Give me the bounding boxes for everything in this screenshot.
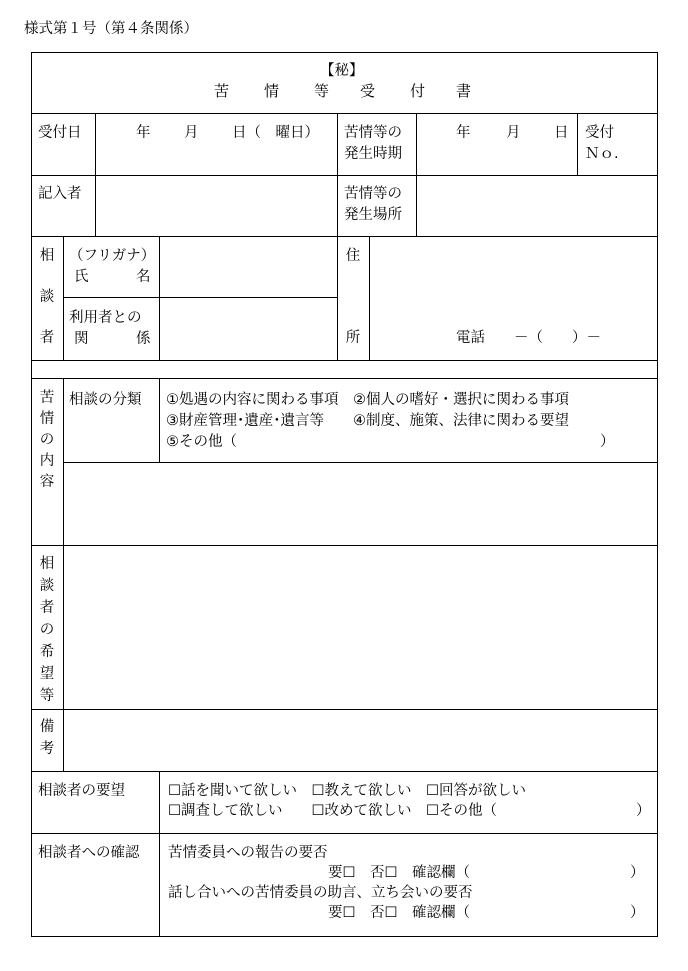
confirmation-item: 話し合いへの苦情委員の助言、立ち会いの要否	[168, 885, 473, 901]
col-line	[416, 113, 417, 237]
request-label: 相談者の要望	[38, 783, 125, 799]
confirmation-close-paren: ）	[630, 865, 645, 881]
occurrence-time-label: 発生時期	[344, 146, 402, 162]
title-char: 等	[314, 82, 330, 100]
confirmation-label: 相談者への確認	[38, 845, 140, 861]
category-option[interactable]: ⑤その他（	[166, 434, 237, 450]
complaint-vertical-char: 容	[39, 474, 55, 490]
complaint-vertical-char: 情	[39, 411, 55, 427]
col-line	[369, 236, 370, 361]
reception-year[interactable]: 年	[136, 125, 151, 141]
col-line	[95, 113, 96, 237]
remarks-vertical-char: 考	[39, 741, 55, 757]
relation-label: 関	[74, 331, 89, 347]
border-top	[31, 52, 658, 53]
relation-label: 係	[136, 331, 151, 347]
border-bottom	[31, 936, 658, 937]
confirmation-answer[interactable]: 要☐ 否☐ 確認欄（	[328, 905, 470, 921]
address-label: 所	[345, 330, 361, 346]
complaint-vertical-char: 苦	[39, 390, 55, 406]
title-char: 付	[410, 82, 426, 100]
occurrence-day[interactable]: 日	[554, 125, 569, 141]
col-line	[577, 113, 578, 176]
category-close-paren: ）	[600, 434, 615, 450]
category-option[interactable]: ①処遇の内容に関わる事項 ②個人の嗜好・選択に関わる事項	[166, 392, 569, 408]
remarks-vertical-char: 備	[39, 719, 55, 735]
row-line	[31, 709, 658, 710]
relation-label: 利用者との	[69, 310, 142, 326]
row-line	[31, 545, 658, 546]
title-char: 情	[264, 82, 280, 100]
row-line	[31, 833, 658, 834]
title-char: 書	[456, 82, 472, 100]
category-option[interactable]: ③財産管理･遺産･遺言等 ④制度、施策、法律に関わる要望	[166, 413, 569, 429]
col-line	[63, 378, 64, 546]
furigana-label: （フリガナ）	[69, 248, 156, 264]
phone-field[interactable]: 電話 －（ ）－	[456, 330, 601, 346]
border-left	[31, 52, 32, 937]
occurrence-place-label: 発生場所	[344, 207, 402, 223]
form-number: 様式第１号（第４条関係）	[24, 21, 198, 37]
name-label: 名	[136, 269, 151, 285]
row-line	[31, 360, 658, 361]
wishes-vertical-char: 等	[39, 688, 55, 704]
col-line	[159, 378, 160, 463]
occurrence-place-label: 苦情等の	[344, 186, 402, 202]
row-line	[31, 771, 658, 772]
reception-month[interactable]: 月	[184, 125, 199, 141]
request-options[interactable]: ☐調査して欲しい ☐改めて欲しい ☐その他（	[168, 803, 497, 819]
title-char: 苦	[214, 82, 230, 100]
name-label: 氏	[74, 269, 89, 285]
title-char: 受	[360, 82, 376, 100]
request-options[interactable]: ☐話を聞いて欲しい ☐教えて欲しい ☐回答が欲しい	[168, 783, 526, 799]
consultant-vertical-char: 相	[39, 248, 55, 264]
confirmation-close-paren: ）	[630, 905, 645, 921]
row-line	[31, 175, 658, 176]
consultant-vertical-char: 者	[39, 330, 55, 346]
row-line	[31, 236, 658, 237]
border-right	[657, 52, 658, 937]
complaint-vertical-char: 内	[39, 453, 55, 469]
col-line	[159, 771, 160, 937]
row-line	[31, 113, 658, 114]
wishes-vertical-char: 相	[39, 556, 55, 572]
reception-day[interactable]: 日（ 曜日）	[232, 125, 319, 141]
consultant-vertical-char: 談	[39, 289, 55, 305]
reception-number-label: 受付	[585, 125, 614, 141]
reception-date-label: 受付日	[38, 125, 82, 141]
complaint-vertical-char: の	[39, 432, 55, 448]
address-label: 住	[345, 248, 361, 264]
row-line	[31, 378, 658, 379]
wishes-vertical-char: の	[39, 622, 55, 638]
col-line	[337, 113, 338, 361]
row-line	[63, 462, 658, 463]
col-line	[63, 236, 64, 361]
reception-number-label: Ｎｏ.	[585, 146, 619, 162]
category-label: 相談の分類	[69, 392, 142, 408]
confirmation-answer[interactable]: 要☐ 否☐ 確認欄（	[328, 865, 470, 881]
secret-mark: 【秘】	[320, 63, 364, 79]
request-close-paren: ）	[636, 803, 651, 819]
occurrence-month[interactable]: 月	[506, 125, 521, 141]
occurrence-year[interactable]: 年	[456, 125, 471, 141]
wishes-vertical-char: 望	[39, 666, 55, 682]
col-line	[63, 545, 64, 772]
wishes-vertical-char: 者	[39, 600, 55, 616]
confirmation-item: 苦情委員への報告の要否	[168, 845, 328, 861]
col-line	[159, 236, 160, 361]
wishes-vertical-char: 談	[39, 578, 55, 594]
row-line	[63, 297, 337, 298]
writer-label: 記入者	[38, 186, 82, 202]
wishes-vertical-char: 希	[39, 644, 55, 660]
occurrence-time-label: 苦情等の	[344, 125, 402, 141]
